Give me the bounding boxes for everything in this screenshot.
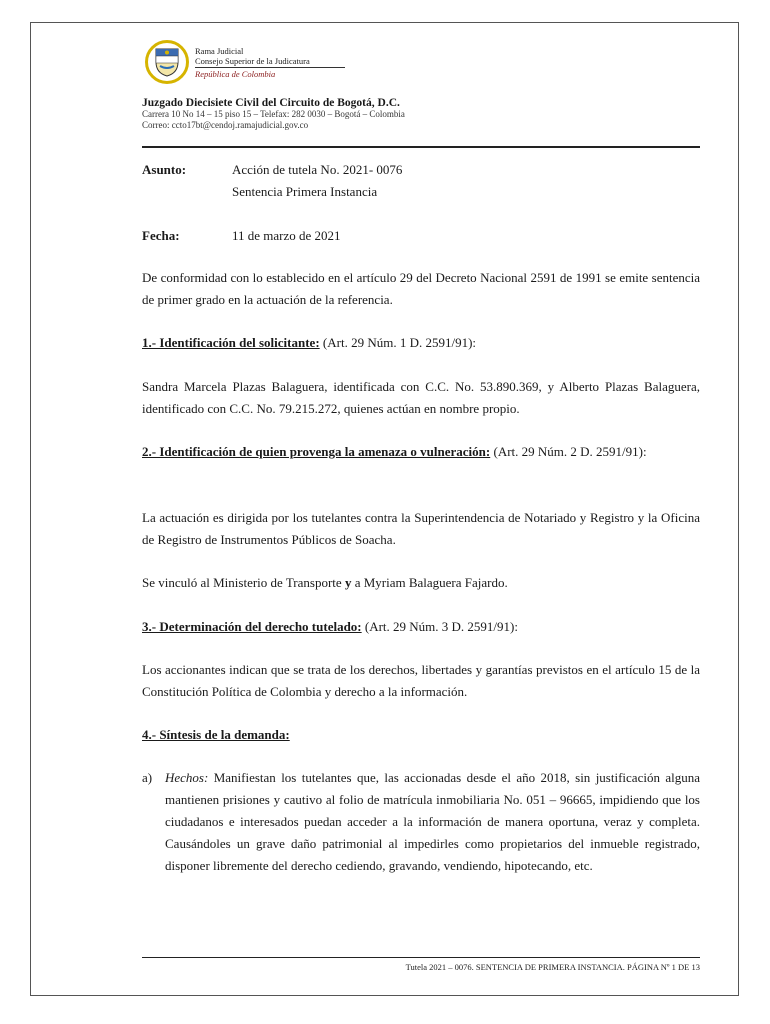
section-3-title: 3.- Determinación del derecho tutelado: xyxy=(142,619,362,634)
court-header xyxy=(142,97,405,131)
hechos-label: Hechos: xyxy=(165,770,209,785)
section-2-title: 2.- Identificación de quien provenga la amenaza o vulneración: xyxy=(142,444,491,459)
hechos-text: Manifiestan los tutelantes que, las accionadas desde el año 2018, sin justificación alguna mantienen prisiones y cautivo al folio de matrícula inmobiliaria No. 051 – 96665, impidiendo que los ciudadanos e interesados puedan acceder a la información de manera oportuna, veraz y completa. Causándoles un grave daño patrimonial al impedirles como propietarios del inmueble registrado, disponer libremente del derecho cediendo, gravando, vendiendo, hipotecando, etc. xyxy=(165,770,700,873)
hechos-body xyxy=(165,767,700,877)
vinculo-y: y xyxy=(344,575,352,590)
vinculo-text-b: a Myriam Balaguera Fajardo. xyxy=(351,575,508,590)
vinculo-text-a: Se vinculó al Ministerio de Transporte xyxy=(142,575,345,590)
court-address: Carrera 10 No 14 – 15 piso 15 – Telefax: 282 0030 – Bogotá – Colombia xyxy=(142,109,405,119)
asunto-value-1: Acción de tutela No. 2021- 0076 xyxy=(232,162,403,177)
section-3-ref: (Art. 29 Núm. 3 D. 2591/91): xyxy=(361,619,518,634)
section-3-heading xyxy=(142,616,700,638)
section-1-ref: (Art. 29 Núm. 1 D. 2591/91): xyxy=(319,335,477,350)
judicial-logo xyxy=(145,40,345,84)
list-marker: a) xyxy=(142,770,153,785)
section-4-heading xyxy=(142,724,700,746)
coat-of-arms-icon xyxy=(145,40,189,84)
section-2-vinculo xyxy=(142,572,700,594)
header-divider xyxy=(142,146,700,148)
section-4-title: 4.- Síntesis de la demanda: xyxy=(142,727,290,742)
page-footer: Tutela 2021 – 0076. SENTENCIA DE PRIMERA INSTANCIA. PÁGINA Nº 1 DE 13 xyxy=(405,962,700,972)
section-2-ref: (Art. 29 Núm. 2 D. 2591/91): xyxy=(490,444,647,459)
logo-line-2: Consejo Superior de la Judicatura xyxy=(195,55,310,66)
logo-divider xyxy=(195,67,345,68)
section-1-body: Sandra Marcela Plazas Balaguera, identificada con C.C. No. 53.890.369, y Alberto Plazas Balaguera, identificado con C.C. No. 79.215.272, quienes actúan en nombre propio. xyxy=(142,379,700,416)
fecha-label: Fecha: xyxy=(142,228,180,243)
logo-line-1: Rama Judicial xyxy=(195,45,244,56)
court-email: Correo: ccto17bt@cendoj.ramajudicial.gov.co xyxy=(142,120,309,130)
footer-divider xyxy=(142,957,700,958)
logo-line-3: República de Colombia xyxy=(195,68,276,79)
intro-paragraph: De conformidad con lo establecido en el artículo 29 del Decreto Nacional 2591 de 1991 se emite sentencia de primer grado en la actuación de la referencia. xyxy=(142,270,700,307)
section-1-heading xyxy=(142,332,700,354)
section-3-body: Los accionantes indican que se trata de los derechos, libertades y garantías previstos en el artículo 15 de la Constitución Política de Colombia y derecho a la información. xyxy=(142,662,700,699)
asunto-row xyxy=(142,162,402,178)
court-name: Juzgado Diecisiete Civil del Circuito de Bogotá, D.C. xyxy=(142,97,400,109)
section-1-title: 1.- Identificación del solicitante: xyxy=(142,335,320,350)
fecha-value: 11 de marzo de 2021 xyxy=(232,228,341,243)
section-2-body: La actuación es dirigida por los tutelantes contra la Superintendencia de Notariado y Registro y la Oficina de Registro de Instrumentos Públicos de Soacha. xyxy=(142,510,700,547)
hechos-item xyxy=(142,767,700,877)
asunto-value-2: Sentencia Primera Instancia xyxy=(232,184,378,199)
section-2-heading xyxy=(142,441,700,463)
asunto-label: Asunto: xyxy=(142,162,187,177)
fecha-row xyxy=(142,228,341,244)
